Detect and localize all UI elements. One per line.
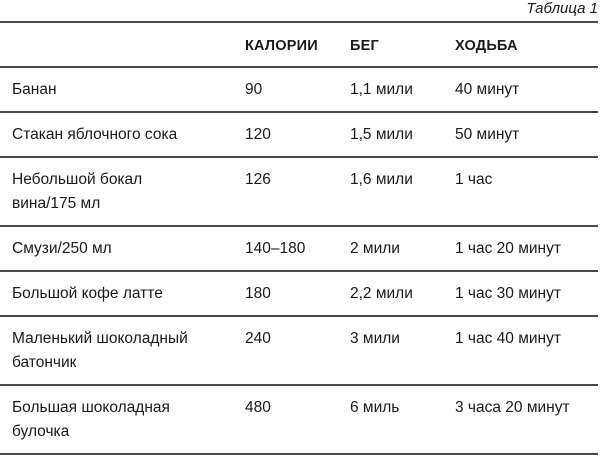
cell-walk: 1 час 20 минут [455,240,561,257]
cell-calories: 140–180 [245,240,306,257]
table-caption: Таблица 1 [526,0,598,17]
cell-calories: 240 [245,330,271,347]
calorie-table [0,21,598,455]
header-calories: КАЛОРИИ [245,38,318,54]
cell-item: Банан [12,81,57,98]
cell-calories: 120 [245,126,271,143]
cell-item: Большой кофе латте [12,285,163,302]
cell-calories: 126 [245,171,271,188]
table-row [0,113,598,158]
table-row [0,317,598,386]
table-row [0,227,598,272]
cell-walk: 50 минут [455,126,520,143]
cell-walk: 3 часа 20 минут [455,399,570,416]
table-row [0,158,598,227]
header-walk: ХОДЬБА [455,38,518,54]
cell-run: 1,5 мили [350,126,413,143]
table-row [0,68,598,113]
table-row [0,386,598,455]
cell-run: 6 миль [350,399,400,416]
cell-run: 1,6 мили [350,171,413,188]
header-item [12,23,232,34]
table-header-row [0,23,598,68]
cell-calories: 180 [245,285,271,302]
cell-walk: 1 час 40 минут [455,330,561,347]
cell-walk: 40 минут [455,81,520,98]
cell-calories: 90 [245,81,263,98]
cell-item: Смузи/250 мл [12,240,112,257]
cell-item: Маленький шоколадный батончик [12,330,188,371]
cell-walk: 1 час [455,171,493,188]
cell-run: 1,1 мили [350,81,413,98]
cell-run: 2 мили [350,240,400,257]
cell-calories: 480 [245,399,271,416]
cell-item: Небольшой бокал вина/175 мл [12,171,143,212]
cell-item: Большая шоколадная булочка [12,399,170,440]
cell-run: 3 мили [350,330,400,347]
cell-run: 2,2 мили [350,285,413,302]
cell-walk: 1 час 30 минут [455,285,561,302]
header-run: БЕГ [350,38,379,54]
cell-item: Стакан яблочного сока [12,126,178,143]
table-row [0,272,598,317]
